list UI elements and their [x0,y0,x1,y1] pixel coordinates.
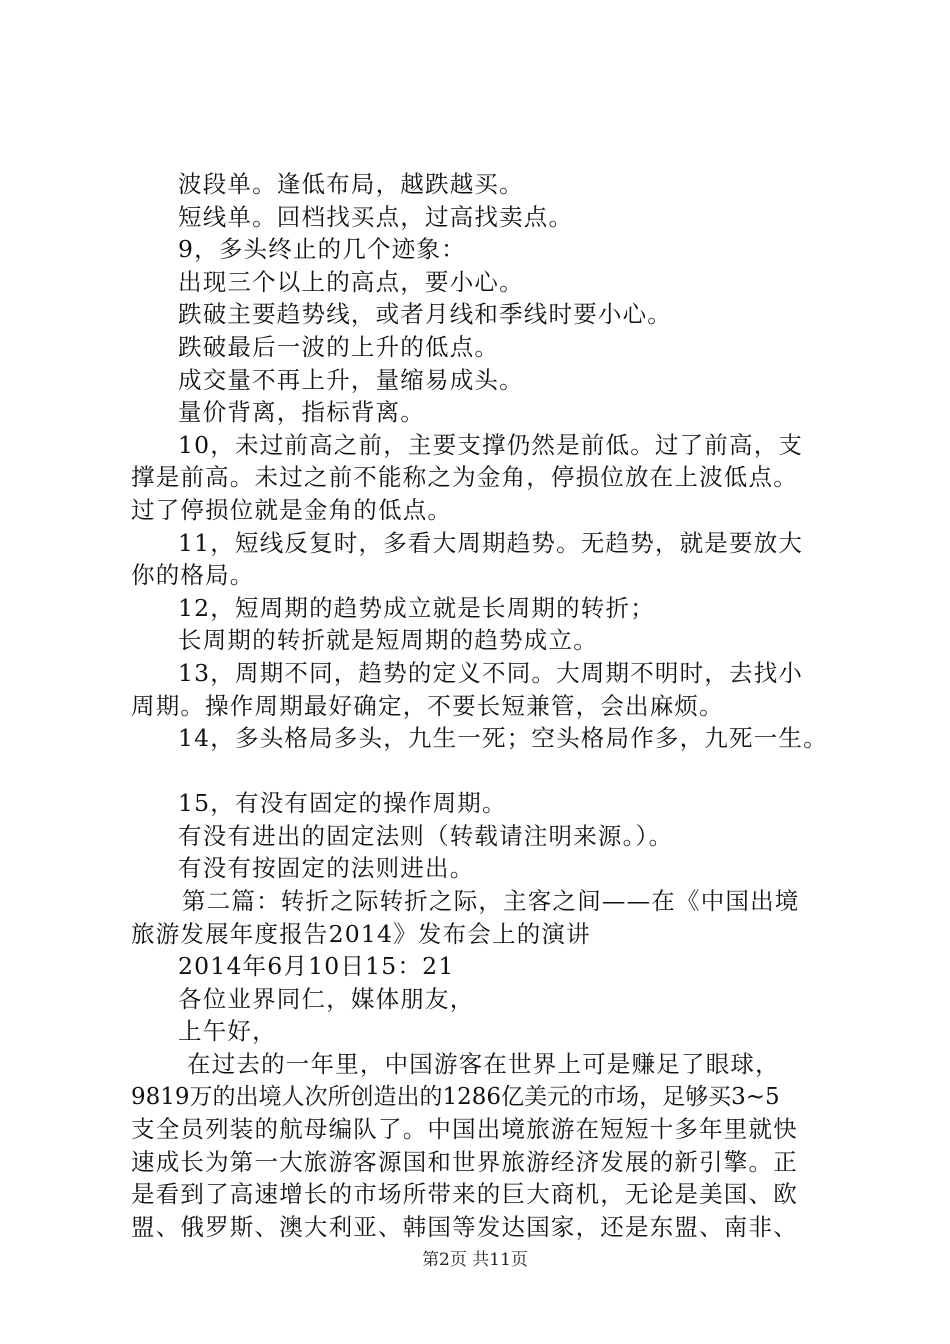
text-line: 9819万的出境人次所创造出的1286亿美元的市场，足够买3~5 [131,1083,780,1110]
text-line: 是看到了高速增长的市场所带来的巨大商机，无论是美国、欧 [131,1180,798,1209]
text-line: 有没有按固定的法则进出。 [178,854,475,883]
text-line: 撑是前高。未过之前不能称之为金角，停损位放在上波低点。 [131,463,798,492]
text-line: 成交量不再上升，量缩易成头。 [178,365,524,394]
document-body [131,168,831,1244]
text-line: 各位业界同仁，媒体朋友， [178,984,475,1013]
text-line: 速成长为第一大旅游客源国和世界旅游经济发展的新引擎。正 [131,1147,798,1176]
text-line: 14，多头格局多头，九生一死；空头格局作多，九死一生。 [178,724,828,753]
section-heading-line: 第二篇：转折之际转折之际，主客之间——在《中国出境 [182,887,800,916]
text-line: 在过去的一年里，中国游客在世界上可是赚足了眼球， [187,1050,780,1079]
page-number-footer: 第2页 共11页 [422,1250,528,1270]
text-line: 15，有没有固定的操作周期。 [178,789,507,818]
text-line: 量价背离，指标背离。 [178,398,425,427]
text-line: 10，未过前高之前，主要支撑仍然是前低。过了前高，支 [178,430,804,459]
text-line: 你的格局。 [131,561,255,590]
text-line: 9，多头终止的几个迹象： [178,235,466,264]
text-line: 11，短线反复时，多看大周期趋势。无趋势，就是要放大 [178,528,804,557]
blank-line [131,755,831,788]
text-line: 出现三个以上的高点，要小心。 [178,267,524,296]
text-line: 跌破主要趋势线，或者月线和季线时要小心。 [178,300,672,329]
text-line: 有没有进出的固定法则（转载请注明来源。）。 [178,821,674,850]
text-line: 12，短周期的趋势成立就是长周期的转折； [178,593,655,622]
date-line: 2014年6月10日15：21 [178,952,455,981]
text-line: 周期。操作周期最好确定，不要长短兼管，会出麻烦。 [131,691,724,720]
text-line: 长周期的转折就是短周期的趋势成立。 [178,626,598,655]
text-line: 波段单。逢低布局，越跌越买。 [178,170,524,198]
text-line: 盟、俄罗斯、澳大利亚、韩国等发达国家，还是东盟、南非、 [131,1213,798,1241]
text-line: 跌破最后一波的上升的低点。 [178,332,500,361]
text-line: 上午好， [178,1017,277,1046]
text-line: 支全员列装的航母编队了。中国出境旅游在短短十多年里就快 [131,1115,798,1144]
text-line: 短线单。回档找买点，过高找卖点。 [178,202,574,231]
section-heading-line: 旅游发展年度报告2014》发布会上的演讲 [131,919,591,948]
text-line: 过了停损位就是金角的低点。 [131,495,453,524]
text-line: 13，周期不同，趋势的定义不同。大周期不明时，去找小 [178,658,804,687]
